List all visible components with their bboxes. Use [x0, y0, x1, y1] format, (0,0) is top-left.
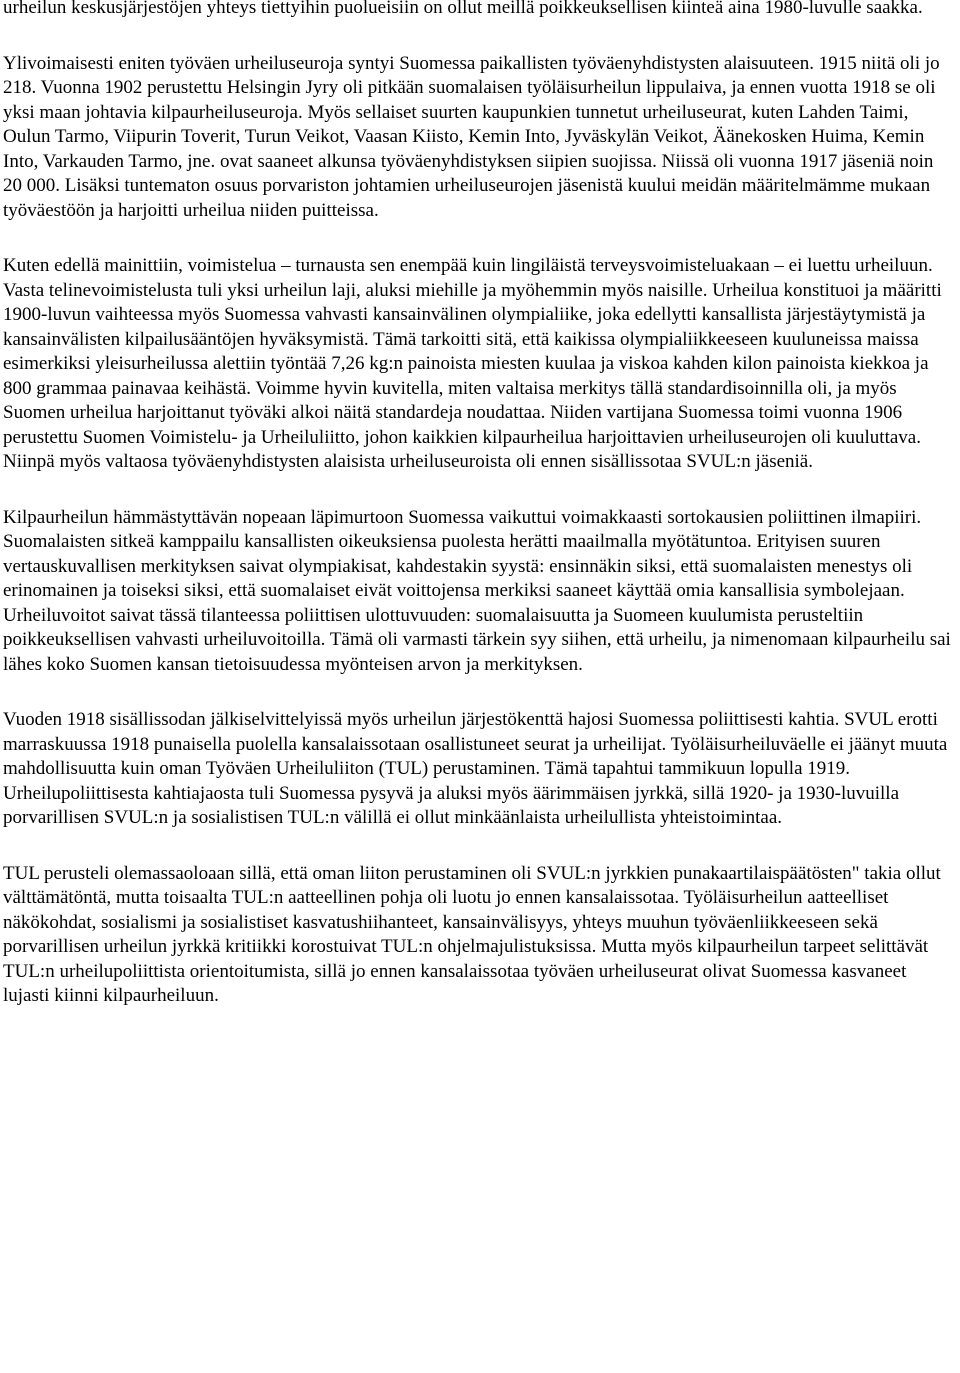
paragraph-2: Ylivoimaisesti eniten työväen urheiluseuroja syntyi Suomessa paikallisten työväenyhdistysten alaisuuteen. 1915 niitä oli jo 218. Vuonna 1902 perustettu Helsingin Jyry oli pitkään suomalaisen työläisurheilun lippulaiva, ja ennen vuotta 1918 se oli yksi maan johtavia kilpaurheiluseuroja. Myös sellaiset suurten kaupunkien tunnetut urheiluseurat, kuten Lahden Taimi, Oulun Tarmo, Viipurin Toverit, Turun Veikot, Vaasan Kiisto, Kemin Into, Jyväskylän Veikot, Äänekosken Huima, Kemin Into, Varkauden Tarmo, jne. ovat saaneet alkunsa työväenyhdistyksen siipien suojissa. Niissä oli vuonna 1917 jäseniä noin 20 000. Lisäksi tuntematon osuus porvariston johtamien urheiluseurojen jäsenistä kuului meidän määritelmämme mukaan työväestöön ja harjoitti urheilua niiden puitteissa.	[3, 52, 940, 221]
document-page	[3, 0, 957, 1040]
paragraph-6: TUL perusteli olemassaoloaan sillä, että oman liiton perustaminen oli SVUL:n jyrkkien punakaartilaispäätösten" takia ollut välttämätöntä, mutta toisaalta TUL:n aatteellinen pohja oli luotu jo ennen kansalaissotaa. Työläisurheilun aatteelliset näkökohdat, sosialismi ja sosialistiset kasvatushiihanteet, kansainvälisyys, yhteys muuhun työväenliikkeeseen sekä porvarillisen urheilun jyrkkä kritiikki korostuivat TUL:n ohjelmajulistuksissa. Mutta myös kilpaurheilun tarpeet selittävät TUL:n urheilupoliittista orientoitumista, sillä jo ennen kansalaissotaa työväen urheiluseurat olivat Suomessa kasvaneet lujasti kiinni kilpaurheiluun.	[3, 862, 941, 1006]
paragraph-1: urheilun keskusjärjestöjen yhteys tiettyihin puolueisiin on ollut meillä poikkeuksellisen kiinteä aina 1980-luvulle saakka.	[3, 0, 923, 18]
paragraph-5: Vuoden 1918 sisällissodan jälkiselvittelyissä myös urheilun järjestökenttä hajosi Suomessa poliittisesti kahtia. SVUL erotti marraskuussa 1918 punaisella puolella kansalaissotaan osallistuneet seurat ja urheilijat. Työläisurheiluväelle ei jäänyt muuta mahdollisuutta kuin oman Työväen Urheiluliiton (TUL) perustaminen. Tämä tapahtui tammikuun lopulla 1919. Urheilupoliittisesta kahtiajaosta tuli Suomessa pysyvä ja aluksi myös äärimmäisen jyrkkä, sillä 1920- ja 1930-luvuilla porvarillisen SVUL:n ja sosialistisen TUL:n välillä ei ollut minkäänlaista urheilullista yhteistoimintaa.	[3, 709, 948, 828]
paragraph-4: Kilpaurheilun hämmästyttävän nopeaan läpimurtoon Suomessa vaikuttui voimakkaasti sortokausien poliittinen ilmapiiri. Suomalaisten sitkeä kamppailu kansallisten oikeuksiensa puolesta herätti maailmalla myötätuntoa. Erityisen suuren vertauskuvallisen merkityksen saivat olympiakisat, kahdestakin syystä: ensinnäkin siksi, että suomalaisten menestys oli erinomainen ja toiseksi siksi, että suomalaiset eivät voittojensa merkiksi saaneet käyttää omia kansallisia symbolejaan. Urheiluvoitot saivat tässä tilanteessa poliittisen ulottuvuuden: suomalaisuutta ja Suomeen kuulumista perusteltiin poikkeuksellisen vahvasti urheiluvoitoilla. Tämä oli varmasti tärkein syy siihen, että urheilu, ja nimenomaan kilpaurheilu sai lähes koko Suomen kansan tietoisuudessa myönteisen arvon ja merkityksen.	[3, 506, 951, 675]
paragraph-3: Kuten edellä mainittiin, voimistelua – turnausta sen enempää kuin lingiläistä terveysvoimisteluakaan – ei luettu urheiluun. Vasta telinevoimistelusta tuli yksi urheilun laji, aluksi miehille ja myöhemmin myös naisille. Urheilua konstituoi ja määritti 1900-luvun vaihteessa myös Suomessa vahvasti kansainvälinen olympialiike, joka edellytti kansallista järjestäytymistä ja kansainvälisten kilpailusääntöjen hyväksymistä. Tämä tarkoitti sitä, että kaikissa olympialiikkeeseen kuuluneissa maissa esimerkiksi yleisurheilussa alettiin työntää 7,26 kg:n painoista miesten kuulaa ja viskoa kahden kilon painoista kiekkoa ja 800 grammaa painavaa keihästä. Voimme hyvin kuvitella, miten valtaisa merkitys tällä standardisoinnilla oli, ja myös Suomen urheilua harjoittanut työväki alkoi näitä standardeja noudattaa. Niiden vartijana Suomessa toimi vuonna 1906 perustettu Suomen Voimistelu- ja Urheiluliitto, johon kaikkien kilpaurheilua harjoittavien urheiluseurojen oli kuuluttava. Niinpä myös valtaosa työväenyhdistysten alaisista urheiluseuroista oli ennen sisällissotaa SVUL:n jäseniä.	[3, 255, 942, 472]
